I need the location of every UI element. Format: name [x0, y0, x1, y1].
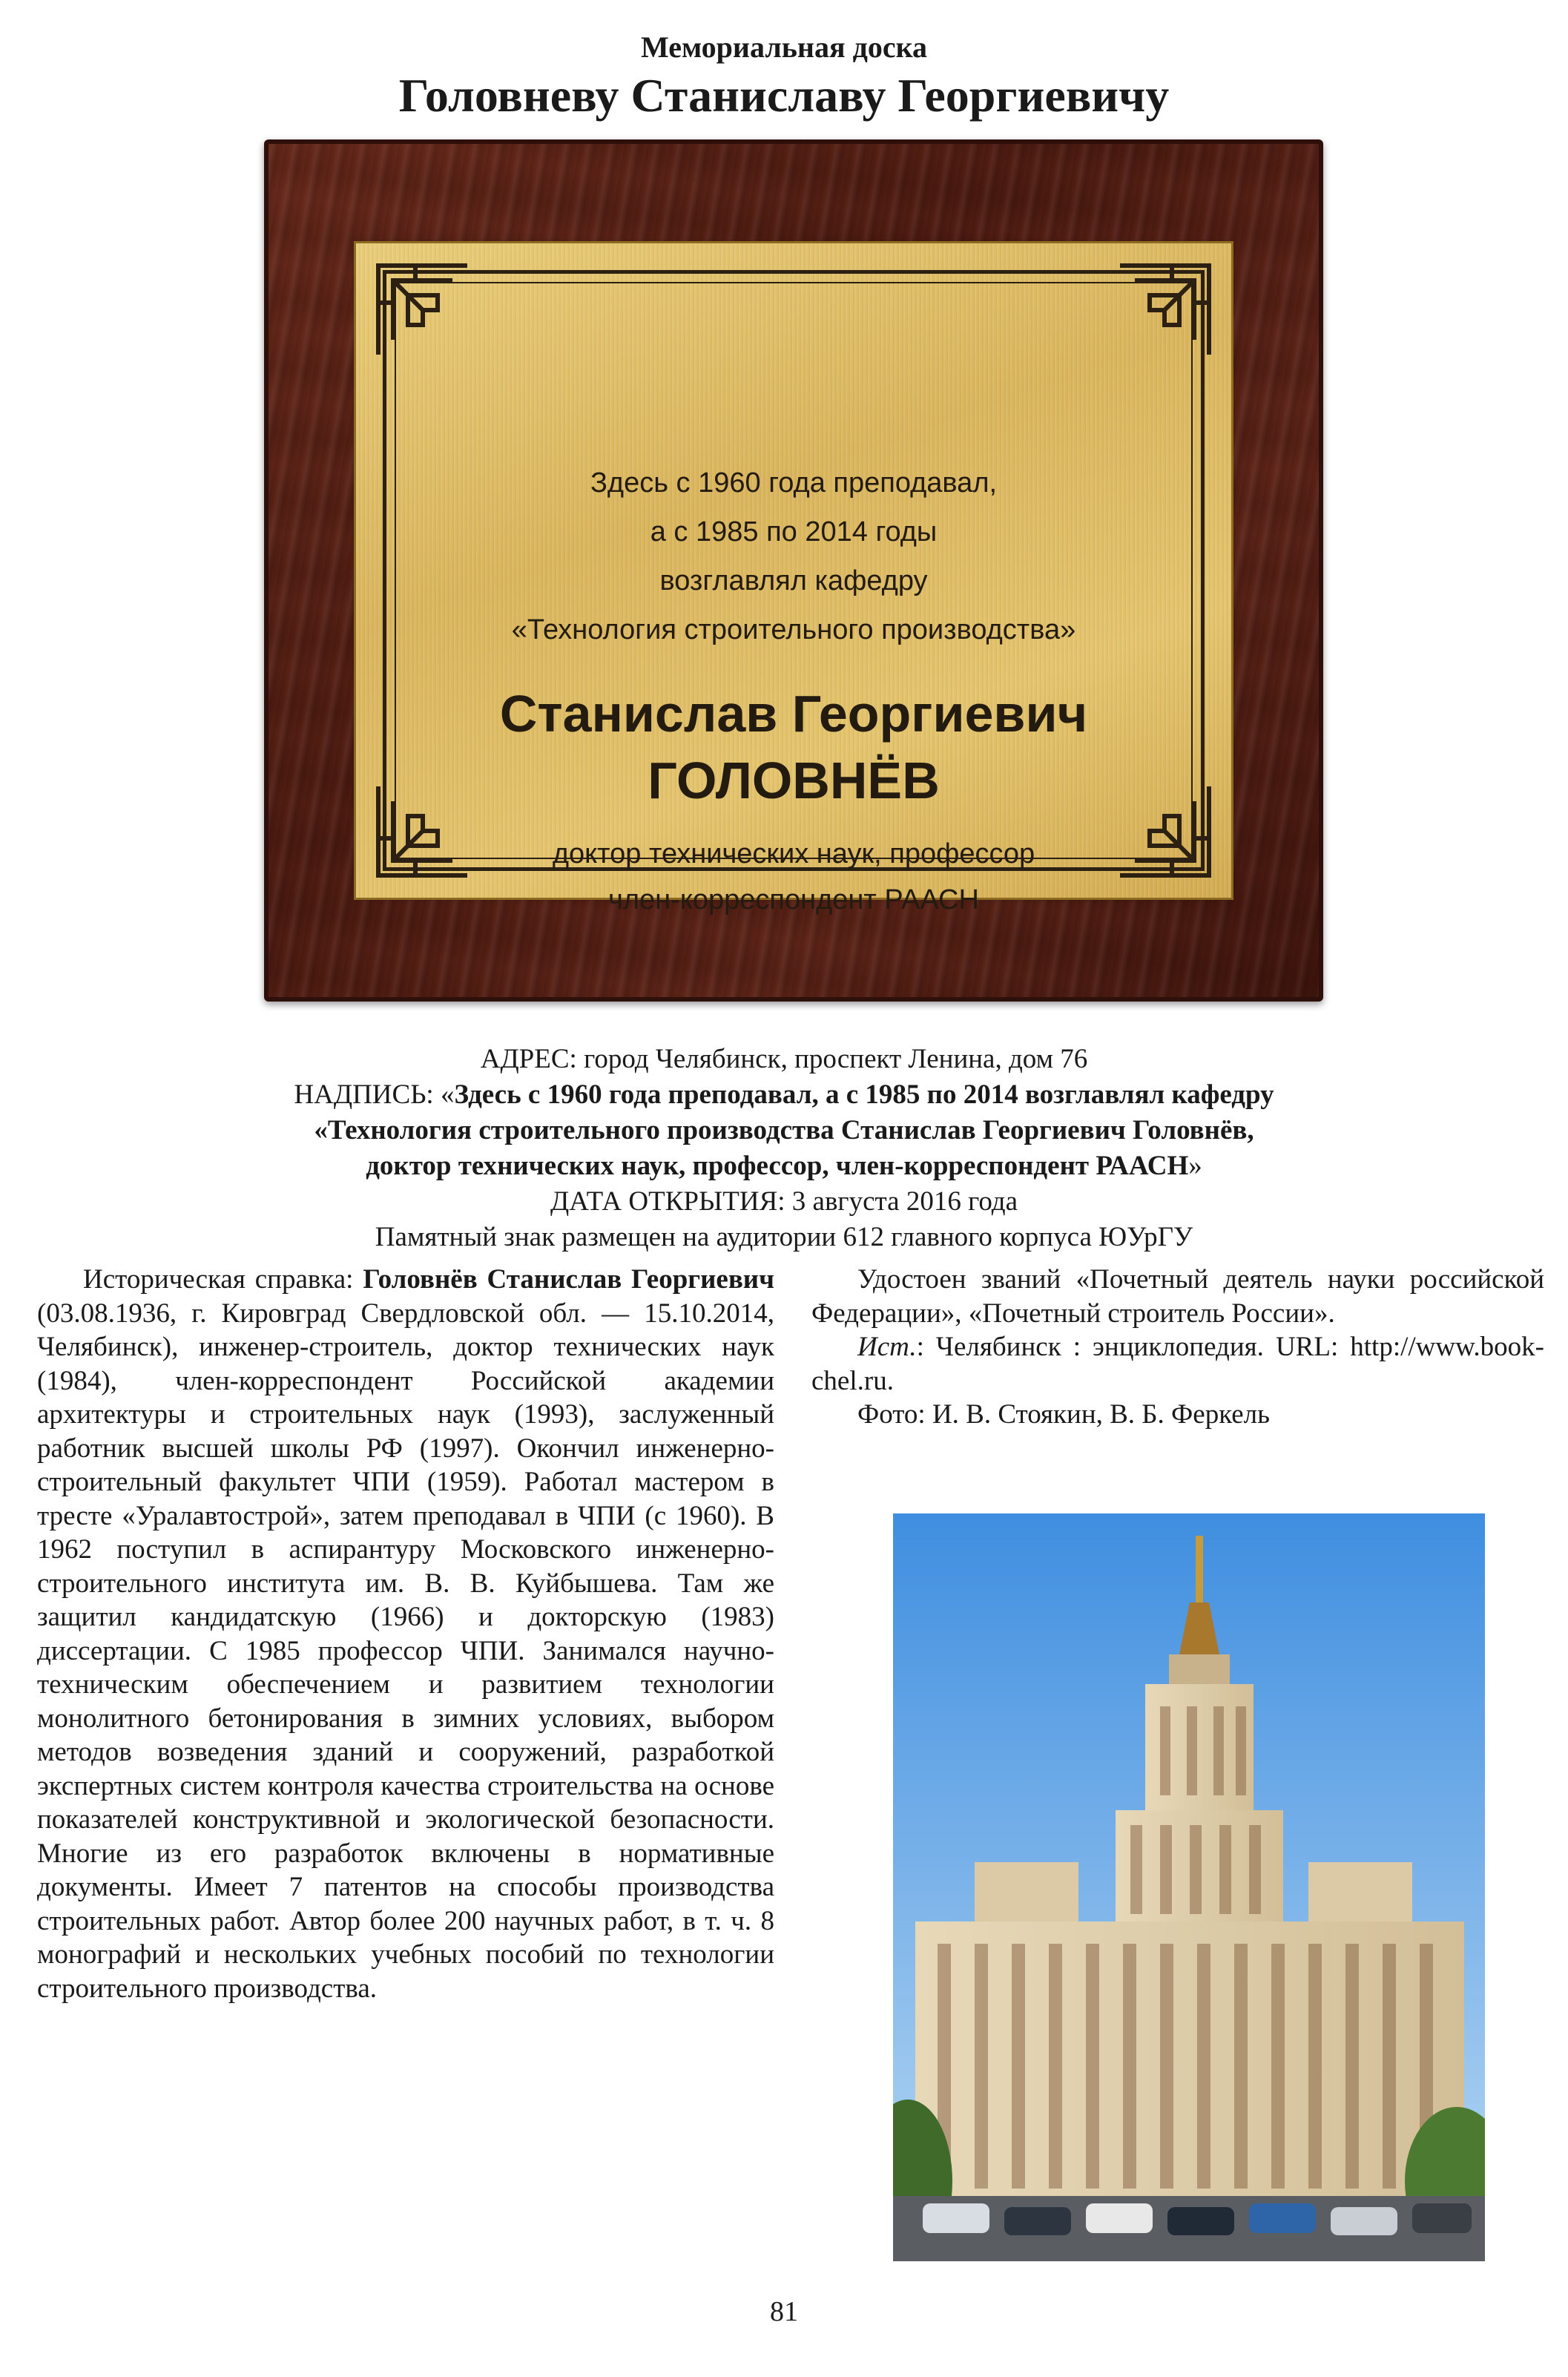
- page-title: Головневу Станиславу Георгиевичу: [398, 69, 1170, 122]
- source-text: : Челябинск : энциклопедия. URL: http://www.book-chel.ru.: [811, 1332, 1544, 1396]
- inscription-line-2: [0, 1113, 1568, 1148]
- plaque-line-1: Здесь с 1960 года преподавал,: [590, 467, 998, 499]
- plaque-line-4: «Технология строительного производства»: [511, 614, 1076, 645]
- ornament-corner-icon: [371, 258, 475, 362]
- plaque-name-last: ГОЛОВНЁВ: [648, 752, 940, 809]
- inscription-text-2: «Технология строительного производства Станислав Георгиевич Головнёв,: [314, 1115, 1254, 1145]
- note-body: (03.08.1936, г. Кировград Свердловской обл. — 15.10.2014, Челябинск), инженер-строитель, доктор технических наук (1984), член-корреспондент Российской академии архитектуры и строительных наук (1993), заслуженный работник высшей школы РФ (1997). Окончил инженерно-строительный факультет ЧПИ (1959). Работал мастером в тресте «Уралавтострой», затем преподавал в ЧПИ (с 1960). В 1962 поступил в аспирантуру Московского инженерно-строительного института им. В. В. Куйбышева. Там же защитил кандидатскую (1966) и докторскую (1983) диссертации. С 1985 профессор ЧПИ. Занимался научно-техническим обеспечением и развитием технологии монолитного бетонирования в зимних условиях, выбором методов возведения зданий и сооружений, разработкой экспертных систем контроля качества строительства на основе показателей конструктивной и экологической безопасности. Многие из его разработок включены в нормативные документы. Имеет 7 патентов на способы производства строительных работ. Автор более 200 научных работ, в т. ч. 8 монографий и нескольких учебных пособий по технологии строительного производства.: [37, 1298, 774, 2004]
- right-column: [811, 1263, 1544, 1432]
- plaque-name-first: Станислав Георгиевич: [499, 685, 1088, 743]
- date-label: ДАТА ОТКРЫТИЯ:: [550, 1186, 785, 1217]
- location-note: Памятный знак размещен на аудитории 612 главного корпуса ЮУрГУ: [375, 1222, 1193, 1252]
- inscription-line-3: [0, 1148, 1568, 1184]
- memorial-plaque-image: [264, 139, 1323, 1002]
- plaque-line-3: возглавлял кафедру: [659, 565, 928, 596]
- address-label: АДРЕС:: [480, 1044, 577, 1074]
- header-subtitle: Мемориальная доска: [640, 30, 928, 64]
- source-line: [811, 1330, 1544, 1398]
- ornament-corner-icon: [1113, 258, 1216, 362]
- inscription-close: »: [1188, 1151, 1202, 1181]
- inscription-text-3: доктор технических наук, профессор, член-корреспондент РААСН: [366, 1151, 1189, 1181]
- plaque-line-2: а с 1985 по 2014 годы: [650, 516, 938, 548]
- historical-note: [37, 1263, 774, 2005]
- date-value: 3 августа 2016 года: [785, 1186, 1018, 1217]
- plaque-line-6: член-корреспондент РААСН: [608, 884, 979, 915]
- honors-text: Удостоен званий «Почетный деятель науки российской Федерации», «Почетный строитель России».: [811, 1264, 1544, 1329]
- inscription-text-1: Здесь с 1960 года преподавал, а с 1985 по 2014 возглавлял кафедру: [454, 1079, 1274, 1110]
- page-number: 81: [770, 2296, 798, 2327]
- note-lead: Историческая справка:: [83, 1264, 363, 1295]
- note-person-name: Головнёв Станислав Георгиевич: [363, 1264, 774, 1295]
- plaque-gold-plate: [356, 243, 1231, 915]
- plaque-line-5: доктор технических наук, профессор: [552, 838, 1035, 869]
- building-photo: [893, 1513, 1485, 2261]
- source-label: Ист.: [857, 1332, 917, 1362]
- inscription-line-1: [0, 1077, 1568, 1113]
- address-value: город Челябинск, проспект Ленина, дом 76: [576, 1044, 1088, 1074]
- date-line: [0, 1184, 1568, 1220]
- photo-credit: Фото: И. В. Стоякин, В. Б. Феркель: [857, 1399, 1271, 1430]
- building-illustration: [893, 1513, 1485, 2261]
- address-line: [0, 1042, 1568, 1077]
- inscription-label: НАДПИСЬ: «: [294, 1079, 455, 1110]
